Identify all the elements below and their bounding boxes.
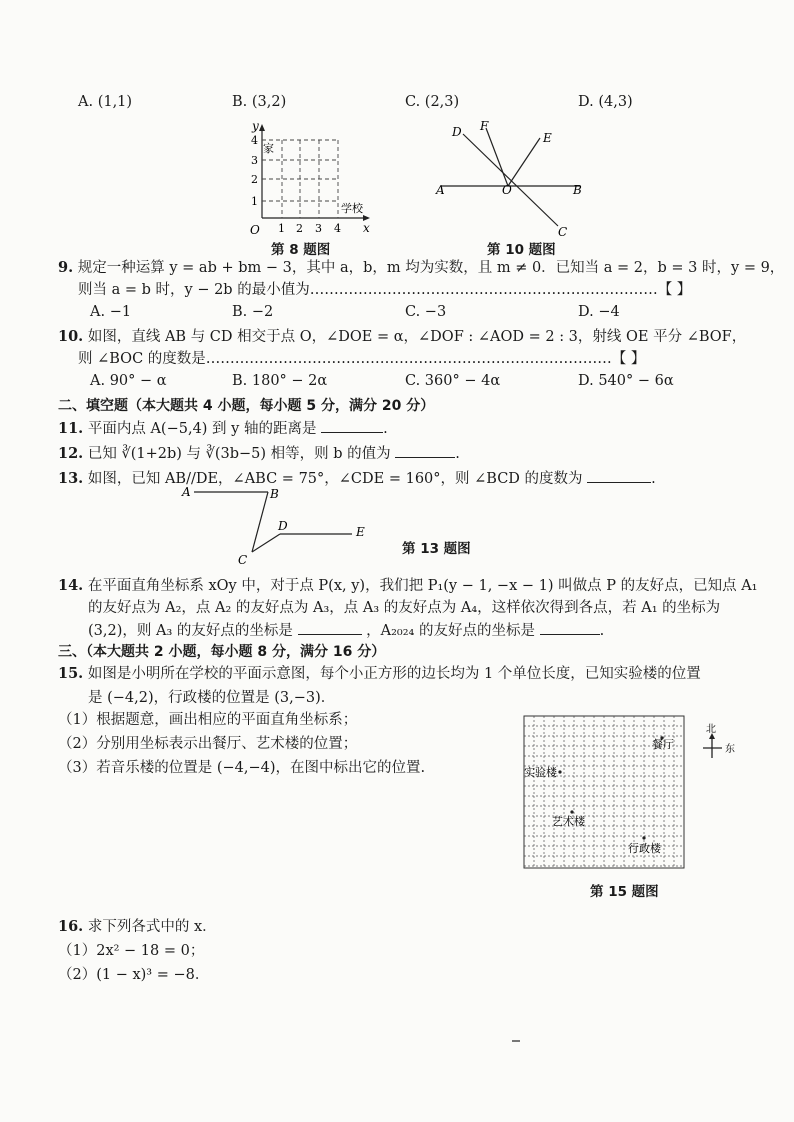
q10-label-c: C (558, 225, 568, 239)
q8-ytick-4: 4 (251, 134, 258, 147)
q15-number: 15. (58, 665, 84, 682)
q13-label-a: A (182, 485, 191, 499)
q16-line (58, 917, 217, 937)
q15-stem-line2: 是 (−4,2)，行政楼的位置是 (3,−3)． (88, 690, 336, 706)
q15-lab-label: 实验楼 (524, 766, 557, 779)
section3-heading: 三、（本大题共 2 小题，每小题 8 分，满分 16 分） (58, 644, 386, 660)
q13-number: 13. (58, 470, 84, 487)
q13-label-b: B (270, 487, 279, 501)
q9-number: 9. (58, 259, 74, 276)
q8-fig-caption: 第 8 题图 (271, 242, 331, 258)
q15-art-label: 艺术楼 (552, 815, 585, 828)
compass-east-label: 东 (725, 744, 735, 755)
q13-figure (176, 484, 376, 570)
q11 (58, 418, 388, 439)
q14-stem-line1: 在平面直角坐标系 xOy 中，对于点 P(x, y)，我们把 P₁(y − 1, −x − 1) 叫做点 P 的友好点，已知点 A₁ (87, 578, 758, 594)
q8-option-a: A. (1,1) (78, 94, 133, 110)
q10-label-o: O (502, 183, 512, 197)
q8-xtick-4: 4 (334, 222, 341, 235)
q10-option-d: D. 540° − 6α (578, 373, 674, 389)
q9-option-a: A. −1 (90, 304, 132, 320)
q8-ytick-1: 1 (251, 195, 258, 208)
q14-stem-line3b: ，A₂₀₂₄ 的友好点的坐标是 (366, 623, 535, 639)
q10-stem-line2: 则 ∠BOC 的度数是…………………………………………………………………………【 】 (78, 351, 646, 367)
q8-ytick-3: 3 (251, 154, 258, 167)
q8-y-axis-label: y (252, 122, 259, 133)
q9-line1 (58, 258, 784, 278)
q10-label-d: D (452, 125, 462, 139)
q11-end: . (383, 421, 388, 437)
q14-stem-line3a: (3,2)，则 A₃ 的友好点的坐标是 (88, 623, 293, 639)
q12-end: . (455, 446, 460, 462)
q10-fig-caption: 第 10 题图 (487, 242, 556, 258)
q8-school-label: 学校 (341, 202, 363, 215)
q8-xtick-3: 3 (315, 222, 322, 235)
q13-fig-caption: 第 13 题图 (402, 541, 471, 557)
q15-line1 (58, 664, 701, 684)
q14-line3 (88, 620, 604, 641)
q16-stem: 求下列各式中的 x． (87, 919, 217, 935)
q8-xtick-1: 1 (278, 222, 285, 235)
q15-canteen-label: 餐厅 (652, 738, 674, 751)
q8-option-b: B. (3,2) (232, 94, 287, 110)
q10-label-b: B (573, 183, 582, 197)
q16-number: 16. (58, 918, 84, 935)
q10-label-f: F (480, 119, 489, 133)
compass-north-label: 北 (706, 724, 716, 735)
q15-part3: （3）若音乐楼的位置是 (−4,−4)，在图中标出它的位置. (58, 760, 426, 776)
q10-label-e: E (543, 131, 552, 145)
q10-number: 10. (58, 328, 84, 345)
q14-stem-line2: 的友好点为 A₂，点 A₂ 的友好点为 A₃，点 A₃ 的友好点为 A₄，这样依次得到各点，若 A₁ 的坐标为 (88, 600, 721, 616)
q13-end: . (651, 471, 656, 487)
q10-line1 (58, 327, 746, 347)
q11-stem: 平面内点 A(−5,4) 到 y 轴的距离是 (87, 421, 317, 437)
q8-home-label: 家 (263, 142, 274, 155)
scan-mark (512, 1040, 520, 1042)
q13-label-c: C (238, 553, 248, 567)
q13-label-d: D (278, 519, 288, 533)
q8-origin-label: O (250, 223, 260, 237)
q10-figure (430, 118, 590, 240)
q10-option-b: B. 180° − 2α (232, 373, 328, 389)
q10-label-a: A (436, 183, 445, 197)
q8-xtick-2: 2 (296, 222, 303, 235)
q15-admin-label: 行政楼 (628, 842, 661, 855)
q15-fig-caption: 第 15 题图 (590, 884, 659, 900)
q14-end: . (599, 623, 605, 639)
q10-option-c: C. 360° − 4α (405, 373, 501, 389)
q9-stem-line1: 规定一种运算 y = ab + bm − 3，其中 a，b，m 均为实数，且 m ≠ 0．已知当 a = 2，b = 3 时，y = 9， (77, 260, 785, 276)
q10-option-a: A. 90° − α (90, 373, 167, 389)
q11-answer-blank[interactable] (321, 418, 383, 433)
q10-stem-line1: 如图，直线 AB 与 CD 相交于点 O，∠DOE = α，∠DOF : ∠AOD = 2 : 3，射线 OE 平分 ∠BOF， (87, 329, 747, 345)
q16-part2: （2）(1 − x)³ = −8． (58, 967, 210, 983)
q8-option-d: D. (4,3) (578, 94, 633, 110)
compass-icon (700, 722, 748, 762)
q15-stem-line1: 如图是小明所在学校的平面示意图，每个小正方形的边长均为 1 个单位长度，已知实验楼的位置 (87, 666, 701, 682)
q14-number: 14. (58, 577, 84, 594)
q12 (58, 443, 460, 464)
q12-stem: 已知 ∛(1+2b) 与 ∛(3b−5) 相等，则 b 的值为 (87, 446, 391, 462)
q9-option-c: C. −3 (405, 304, 447, 320)
q13-stem: 如图，已知 AB//DE，∠ABC = 75°，∠CDE = 160°，则 ∠BCD 的度数为 (87, 471, 583, 487)
section2-heading: 二、填空题（本大题共 4 小题，每小题 5 分，满分 20 分） (58, 398, 435, 414)
q13-answer-blank[interactable] (587, 468, 651, 483)
q8-figure (232, 122, 377, 237)
q8-ytick-2: 2 (251, 173, 258, 186)
q14-line1 (58, 576, 757, 596)
q12-answer-blank[interactable] (395, 443, 455, 458)
q8-option-c: C. (2,3) (405, 94, 460, 110)
q9-option-b: B. −2 (232, 304, 274, 320)
q13-label-e: E (356, 525, 365, 539)
q14-answer-blank-1[interactable] (298, 620, 362, 635)
q11-number: 11. (58, 420, 84, 437)
q15-part1: （1）根据题意，画出相应的平面直角坐标系； (58, 712, 358, 728)
q9-option-d: D. −4 (578, 304, 620, 320)
q15-figure (522, 714, 690, 872)
q12-number: 12. (58, 445, 84, 462)
q8-x-axis-label: x (363, 221, 370, 235)
q14-answer-blank-2[interactable] (540, 620, 600, 635)
q15-part2: （2）分别用坐标表示出餐厅、艺术楼的位置； (58, 736, 358, 752)
q16-part1: （1）2x² − 18 = 0； (58, 943, 205, 959)
q9-stem-line2: 则当 a = b 时，y − 2b 的最小值为………………………………………………………………【 】 (78, 282, 692, 298)
